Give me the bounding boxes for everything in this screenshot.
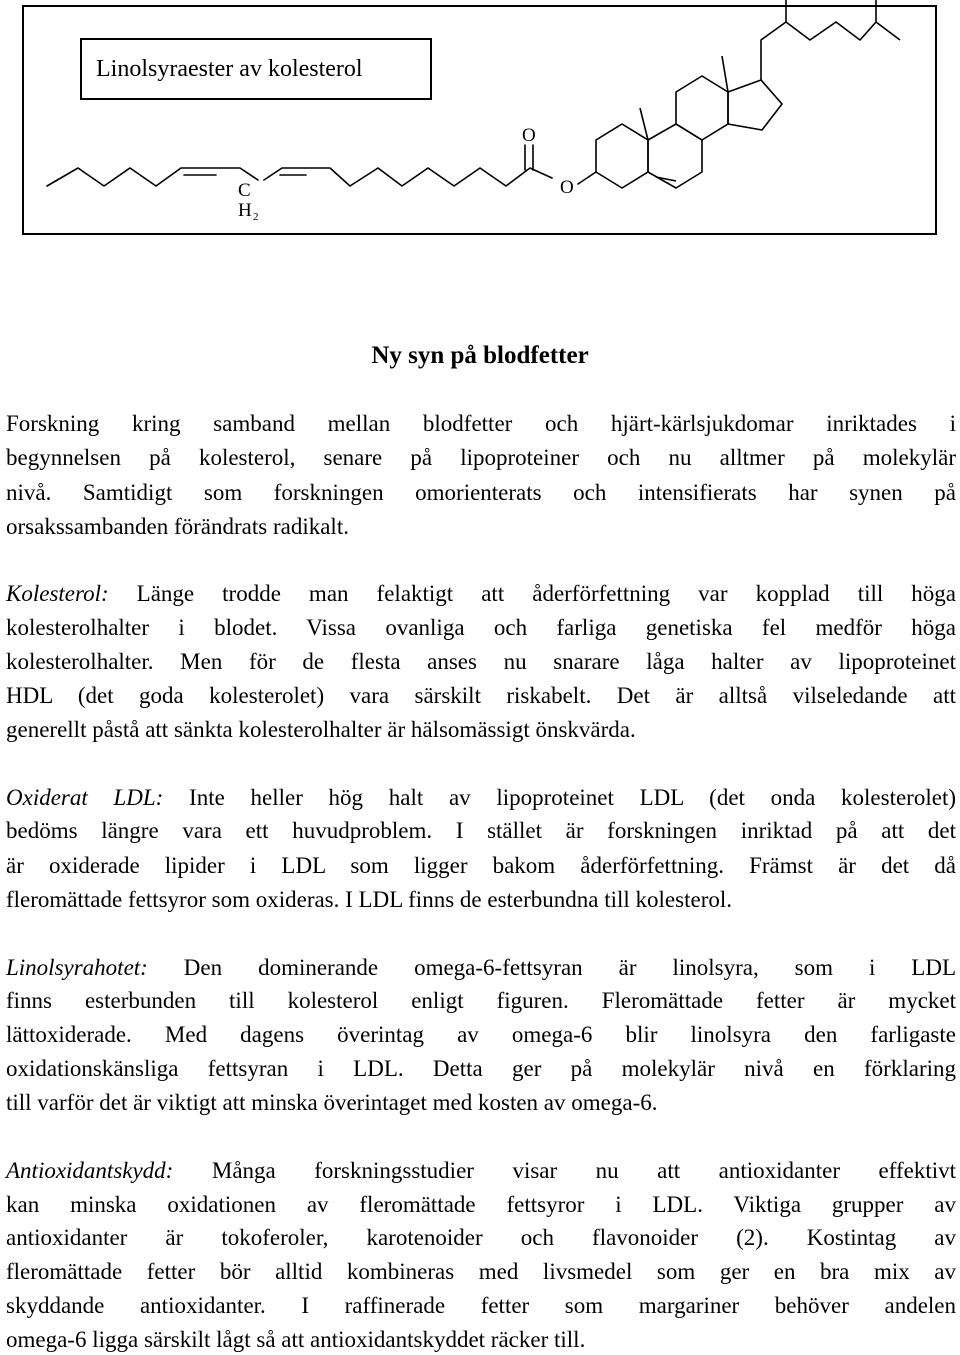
- line-text: Länge trodde man felaktigt att åderförfettning var kopplad till höga: [108, 581, 956, 606]
- paragraph-lead: Kolesterol:: [6, 581, 109, 606]
- paragraph-line: [6, 851, 956, 881]
- line-text: lättoxiderade. Med dagens överintag av omega-6 blir linolsyra den farligaste: [6, 1022, 956, 1047]
- cholesterol-rings: [596, 0, 900, 188]
- line-text: till varför det är viktigt att minska överintaget med kosten av omega-6.: [6, 1090, 658, 1115]
- paragraph-line: [6, 885, 956, 915]
- paragraph-line: [6, 681, 956, 711]
- paragraph-line: [6, 409, 956, 439]
- line-text: Inte heller hög halt av lipoproteinet LDL (det onda kolesterolet): [163, 785, 956, 810]
- line-text: fleromättade fettsyror som oxideras. I LDL finns de esterbundna till kolesterol.: [6, 887, 732, 912]
- ester-oxygen-label: O: [560, 177, 574, 198]
- line-text: generellt påstå att sänkta kolesterolhalter är hälsomässigt önskvärda.: [6, 717, 636, 742]
- linoleic-chain: [47, 145, 596, 186]
- paragraph-line: [6, 1088, 956, 1118]
- paragraph-line: [6, 1325, 956, 1355]
- paragraph-line: [6, 1156, 956, 1186]
- line-text: omega-6 ligga särskilt lågt så att antioxidantskyddet räcker till.: [6, 1327, 586, 1352]
- paragraph-line: [6, 816, 956, 846]
- hydrogen-subscript: 2: [253, 211, 259, 223]
- paragraph-lead: Antioxidantskydd:: [6, 1158, 174, 1183]
- line-text: antioxidanter är tokoferoler, karotenoider och flavonoider (2). Kostintag av: [6, 1225, 956, 1250]
- figure-title-text: Linolsyraester av kolesterol: [96, 56, 363, 82]
- line-text: finns esterbunden till kolesterol enligt figuren. Fleromättade fetter är mycket: [6, 988, 956, 1013]
- paragraph-line: [6, 1054, 956, 1084]
- line-text: fleromättade fetter bör alltid kombineras med livsmedel som ger en bra mix av: [6, 1259, 956, 1284]
- carbon-atom-label: C: [238, 180, 251, 201]
- paragraph-line: [6, 1257, 956, 1287]
- paragraph-line: [6, 478, 956, 508]
- line-text: Många forskningsstudier visar nu att antioxidanter effektivt: [173, 1158, 956, 1183]
- paragraph-line: [6, 1291, 956, 1321]
- line-text: begynnelsen på kolesterol, senare på lipoproteiner och nu alltmer på molekylär: [6, 445, 956, 470]
- paragraph-line: [6, 783, 956, 813]
- line-text: orsakssambanden förändrats radikalt.: [6, 514, 349, 539]
- paragraph-line: [6, 986, 956, 1016]
- line-text: Forskning kring samband mellan blodfetter och hjärt-kärlsjukdomar inriktades i: [6, 411, 956, 436]
- line-text: oxidationskänsliga fettsyran i LDL. Detta ger på molekylär nivå en förklaring: [6, 1056, 956, 1081]
- line-text: kolesterolhalter. Men för de flesta anses nu snarare låga halter av lipoproteinet: [6, 649, 956, 674]
- paragraph-line: [6, 579, 956, 609]
- paragraph-lead: Oxiderat LDL:: [6, 785, 164, 810]
- hydrogen-atom-label: H: [238, 200, 252, 221]
- paragraph-line: [6, 1020, 956, 1050]
- line-text: är oxiderade lipider i LDL som ligger bakom åderförfettning. Främst är det då: [6, 853, 956, 878]
- line-text: skyddande antioxidanter. I raffinerade fetter som margariner behöver andelen: [6, 1293, 956, 1318]
- line-text: nivå. Samtidigt som forskningen omorienterats och intensifierats har synen på: [6, 480, 956, 505]
- paragraph-line: [6, 512, 956, 542]
- article-heading: Ny syn på blodfetter: [371, 342, 589, 369]
- paragraph-line: [6, 1190, 956, 1220]
- paragraph-line: [6, 715, 956, 745]
- line-text: kan minska oxidationen av fleromättade fettsyror i LDL. Viktiga grupper av: [6, 1192, 956, 1217]
- paragraph-line: [6, 613, 956, 643]
- paragraph-line: [6, 647, 956, 677]
- paragraph-line: [6, 1223, 956, 1253]
- paragraph-lead: Linolsyrahotet:: [6, 955, 148, 980]
- line-text: HDL (det goda kolesterolet) vara särskilt riskabelt. Det är alltså vilseledande att: [6, 683, 956, 708]
- paragraph-line: [6, 443, 956, 473]
- line-text: Den dominerande omega-6-fettsyran är linolsyra, som i LDL: [147, 955, 956, 980]
- line-text: bedöms längre vara ett huvudproblem. I stället är forskningen inriktad på att det: [6, 818, 956, 843]
- line-text: kolesterolhalter i blodet. Vissa ovanliga och farliga genetiska fel medför höga: [6, 615, 956, 640]
- molecule-structure: [0, 0, 960, 240]
- carbonyl-oxygen-label: O: [522, 125, 536, 146]
- paragraph-line: [6, 953, 956, 983]
